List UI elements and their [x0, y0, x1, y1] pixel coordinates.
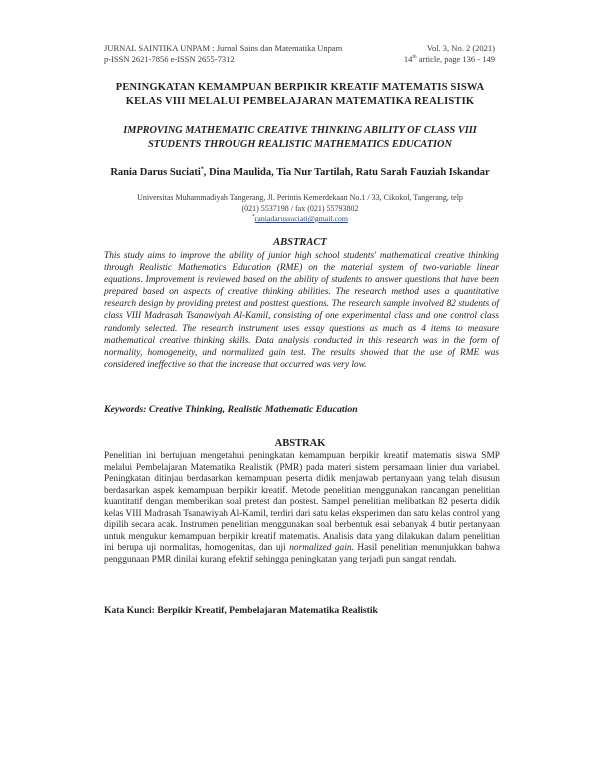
email-line: [104, 214, 496, 224]
author-list: [104, 166, 496, 179]
paper-title-indonesian: [100, 81, 500, 109]
abstrak-text-part-1: Penelitian ini bertujuan mengetahui peningkatan kemampuan berpikir kreatif matematis siswa SMP melalui Pembelajaran Matematika Realistik (PMR) pada materi sistem persamaan linier dua variabel. Peningkatan ditinjau berdasarkan kemampuan peserta didik menjawab pertanyaan yang telah disusun berdasarkan aspek kemampuan berpikir kreatif. Metode penelitian menggunakan rancangan penelitian kuantitatif dengan memberikan soal pretest dan postest. Sampel penelitian melibatkan 82 peserta didik kelas VIII Madrasah Tsanawiyah Al-Kamil, terdiri dari satu kelas eksperimen dan satu kelas control yang dipilih secara acak. Instrumen penelitian menggunakan soal berbentuk esai sebanyak 4 butir pertanyaan untuk mengukur kemampuan berpikir kreatif matematis. Analisis data yang dilakukan dalam penelitian ini berupa uji normalitas, homogenitas, dan uji: [104, 451, 500, 553]
keywords-separator: :: [143, 404, 149, 415]
title-id-line-2: KELAS VIII MELALUI PEMBELAJARAN MATEMATIKA REALISTIK: [125, 96, 475, 107]
corresponding-author-mark: *: [200, 166, 204, 173]
article-ordinal: th: [412, 54, 417, 61]
title-id-line-1: PENINGKATAN KEMAMPUAN BERPIKIR KREATIF MATEMATIS SISWA: [115, 82, 485, 93]
paper-title-english: [100, 124, 500, 152]
title-en-line-2: STUDENTS THROUGH REALISTIC MATHEMATICS EDUCATION: [148, 139, 452, 150]
issn-line: p-ISSN 2621-7856 e-ISSN 2655-7312: [104, 54, 235, 64]
article-pages: [404, 54, 495, 65]
author-email-link[interactable]: raniadarussuciati@gmail.com: [254, 214, 348, 223]
volume-issue: Vol. 3, No. 2 (2021): [426, 43, 495, 53]
kata-kunci-label: Kata Kunci:: [104, 605, 158, 616]
kata-kunci-value: Berpikir Kreatif, Pembelajaran Matematika Realistik: [157, 605, 378, 616]
running-header-left: [104, 43, 342, 65]
article-number: 14: [403, 54, 413, 64]
keywords-label: Keywords: [104, 404, 144, 415]
kata-kunci-line: [104, 605, 500, 617]
title-en-line-1: IMPROVING MATHEMATIC CREATIVE THINKING ABILITY OF CLASS VIII: [123, 125, 477, 136]
affiliation-line-1: Universitas Muhammadiyah Tangerang, Jl. Perintis Kemerdekaan No.1 / 33, Cikokol, Tangerang, telp: [137, 193, 463, 202]
abstract-body: This study aims to improve the ability of junior high school students' mathematical creative thinking through Realistic Mathematics Education (RME) on the material system of two-variable linear equations. Improvement is reviewed based on the ability of students to answer questions that have been prepared based on aspects of creative thinking abilities. The research method uses a quantitative research design by providing pretest and posttest questions. The research sample involved 82 students of class VIII Madrasah Tsanawiyah Al-Kamil, consisting of one experimental class and one control class randomly selected. The research instrument uses essay questions as much as 4 items to measure mathematical creative thinking skills. Data analysis conducted in this research was in the form of normality, homogeneity, and normalized gain test. The results showed that the use of RME was considered ineffective so that the increase that occurred was very low.: [104, 251, 499, 370]
abstract-heading: ABSTRACT: [273, 237, 327, 248]
corresponding-author: Rania Darus Suciati: [110, 167, 201, 178]
article-page-range: article, page 136 - 149: [416, 54, 495, 64]
affiliation-line-2: (021) 5537198 / fax (021) 55793802: [241, 203, 359, 213]
journal-name: JURNAL SAINTIKA UNPAM : Jurnal Sains dan Matematika Unpam: [104, 43, 343, 53]
keywords-line: [104, 404, 499, 416]
abstrak-body: [104, 451, 500, 566]
abstrak-text-part-2: . Hasil penelitian menunjukkan bahwa penggunaan PMR dinilai kurang efektif sehingga peningkatan yang terjadi pun sangat rendah.: [104, 543, 500, 565]
abstrak-italic-term: normalized gain: [289, 543, 352, 553]
keywords-value: Creative Thinking, Realistic Mathematic Education: [148, 404, 358, 415]
running-header-right: [404, 43, 495, 65]
affiliation: [104, 193, 496, 214]
email-mark: *: [252, 213, 255, 220]
co-authors: , Dina Maulida, Tia Nur Tartilah, Ratu Sarah Fauziah Iskandar: [203, 167, 490, 178]
abstrak-heading: ABSTRAK: [274, 438, 326, 449]
